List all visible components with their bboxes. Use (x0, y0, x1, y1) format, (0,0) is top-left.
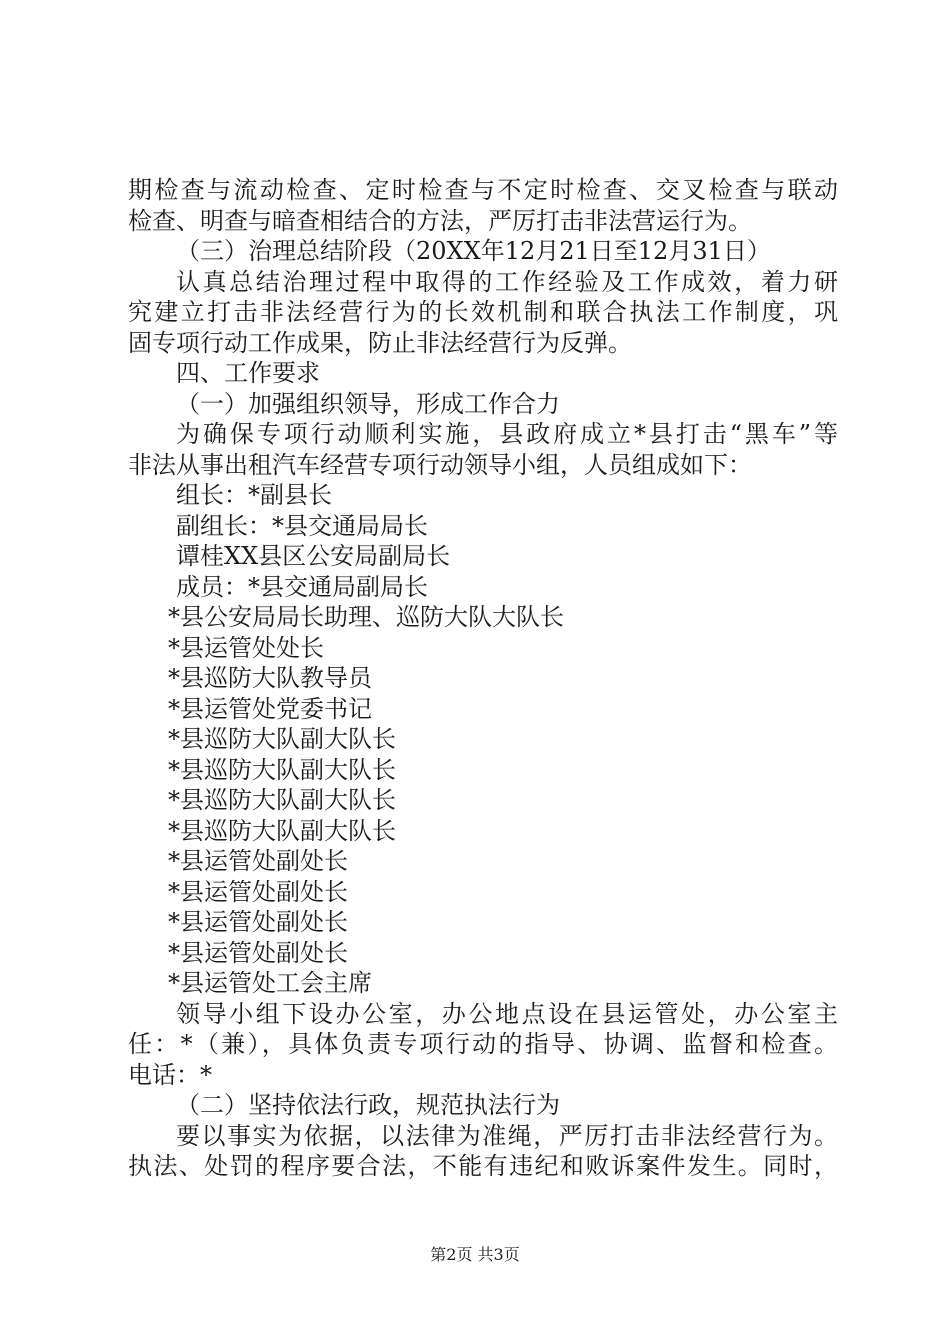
paragraph-line: 执法、处罚的程序要合法，不能有违纪和败诉案件发生。同时， (128, 1152, 838, 1180)
paragraph-line: 电话：* (128, 1060, 212, 1089)
paragraph-line: 检查、明查与暗查相结合的方法，严厉打击非法营运行为。 (128, 206, 752, 235)
section-heading: 四、工作要求 (176, 359, 320, 387)
member-line: *县运管处副处长 (168, 908, 348, 936)
member-line: *县运管处工会主席 (168, 969, 372, 997)
page-number: 第2页 共3页 (430, 1245, 520, 1264)
member-line: *县巡防大队副大队长 (168, 786, 396, 814)
member-line: *县运管处副处长 (168, 877, 348, 906)
paragraph-line: 非法从事出租汽车经营专项行动领导小组，人员组成如下： (128, 450, 752, 479)
member-line: *县巡防大队教导员 (168, 664, 372, 692)
member-line: 谭桂XX县区公安局副局长 (176, 542, 451, 570)
member-line: 副组长：*县交通局局长 (176, 511, 428, 540)
member-line: *县巡防大队副大队长 (168, 755, 396, 784)
section-heading: （一）加强组织领导，形成工作合力 (176, 389, 560, 418)
member-line: *县运管处副处长 (168, 938, 348, 967)
paragraph-line: 固专项行动工作成果，防止非法经营行为反弹。 (128, 328, 632, 357)
section-heading: （二）坚持依法行政，规范执法行为 (176, 1091, 560, 1119)
section-heading: （三）治理总结阶段（20XX年12月21日至12月31日） (176, 237, 771, 265)
member-line: *县巡防大队副大队长 (168, 725, 396, 753)
member-line: *县运管处副处长 (168, 847, 348, 875)
member-line: *县公安局局长助理、巡防大队大队长 (168, 603, 564, 631)
paragraph-line: 究建立打击非法经营行为的长效机制和联合执法工作制度，巩 (128, 298, 838, 326)
paragraph-line: 期检查与流动检查、定时检查与不定时检查、交叉检查与联动 (128, 176, 838, 204)
paragraph-line: 领导小组下设办公室，办公地点设在县运管处，办公室主 (176, 999, 838, 1028)
paragraph-line: 为确保专项行动顺利实施，县政府成立*县打击“黑车”等 (176, 420, 838, 448)
document-body (128, 175, 838, 1182)
paragraph-line: 认真总结治理过程中取得的工作经验及工作成效，着力研 (176, 267, 838, 296)
paragraph-line: 任：*（兼），具体负责专项行动的指导、协调、监督和检查。 (128, 1030, 838, 1058)
member-line: 组长：*副县长 (176, 481, 332, 509)
member-line: *县运管处党委书记 (168, 694, 372, 723)
member-line: *县巡防大队副大队长 (168, 816, 396, 845)
member-line: 成员：*县交通局副局长 (176, 572, 428, 601)
paragraph-line: 要以事实为依据，以法律为准绳，严厉打击非法经营行为。 (176, 1121, 838, 1150)
member-line: *县运管处处长 (168, 633, 324, 662)
